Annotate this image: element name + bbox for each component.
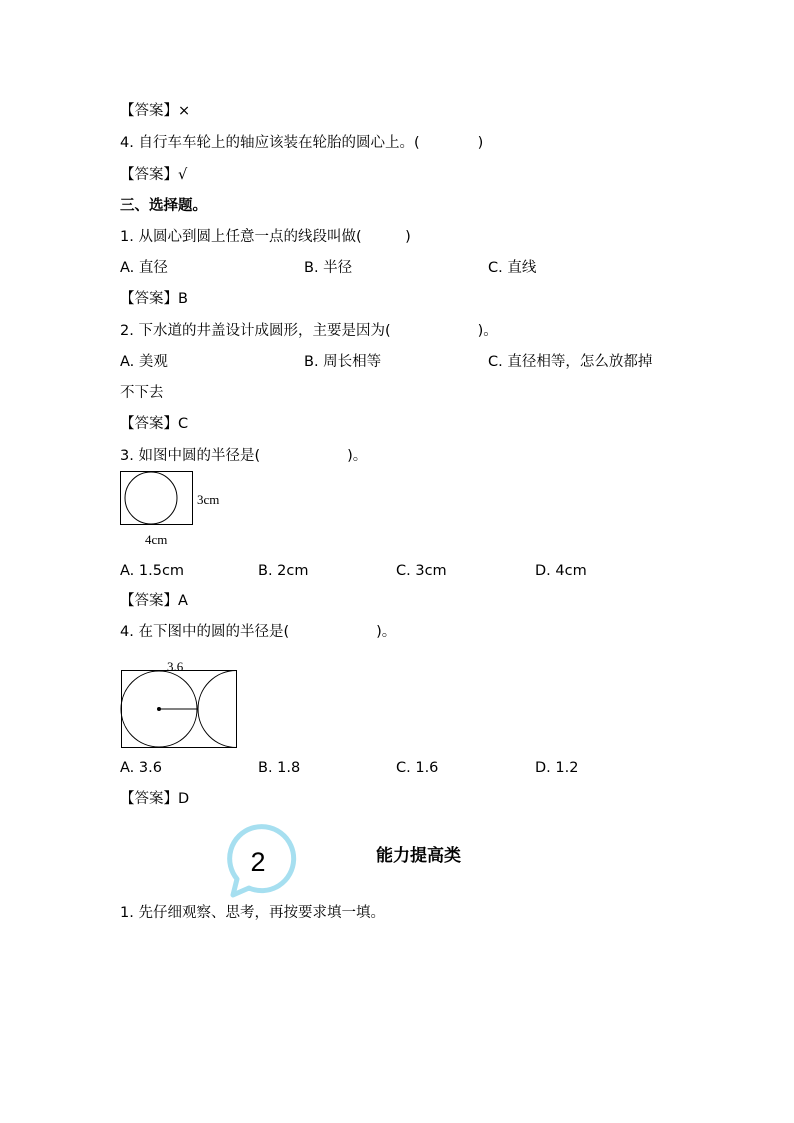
figure1-height-label: 3cm (197, 492, 220, 507)
mc2-option-c-continued: 不下去 (120, 385, 164, 401)
figure2-right-arc (198, 671, 236, 748)
figure-rect-two-circles (121, 670, 239, 750)
mc1-option-a: A. 直径 (120, 260, 168, 276)
section-heading-choice: 三、选择题。 (120, 198, 207, 214)
judge-answer-4: 【答案】√ (120, 167, 188, 183)
answer-prev: 【答案】× (120, 103, 191, 119)
mc1-option-c: C. 直线 (488, 260, 537, 276)
figure1-circle (125, 472, 177, 524)
mc4-option-c: C. 1.6 (396, 760, 439, 776)
figure2-center-dot (157, 707, 161, 711)
mc2-option-b: B. 周长相等 (304, 354, 382, 370)
mc2-answer: 【答案】C (120, 416, 189, 432)
mc-question-2: 2. 下水道的井盖设计成圆形，主要是因为( )。 (120, 323, 498, 339)
mc4-option-d: D. 1.2 (535, 760, 579, 776)
mc-question-1: 1. 从圆心到圆上任意一点的线段叫做( ) (120, 229, 411, 245)
mc1-option-b: B. 半径 (304, 260, 353, 276)
mc3-option-b: B. 2cm (258, 563, 309, 579)
mc4-answer: 【答案】D (120, 791, 190, 807)
mc-question-3: 3. 如图中圆的半径是( )。 (120, 448, 368, 464)
mc4-option-a: A. 3.6 (120, 760, 162, 776)
mc3-option-c: C. 3cm (396, 563, 447, 579)
figure1-rectangle (121, 472, 193, 525)
figure1-width-label: 4cm (145, 532, 168, 547)
mc1-answer: 【答案】B (120, 291, 188, 307)
mc4-option-b: B. 1.8 (258, 760, 301, 776)
mc2-option-a: A. 美观 (120, 354, 168, 370)
mc3-option-a: A. 1.5cm (120, 563, 185, 579)
judge-question-4: 4. 自行车车轮上的轴应该装在轮胎的圆心上。( ) (120, 135, 484, 151)
section-title-ability: 能力提高类 (376, 846, 461, 866)
mc3-answer: 【答案】A (120, 593, 188, 609)
mc2-option-c: C. 直径相等，怎么放都掉 (488, 354, 653, 370)
mc3-option-d: D. 4cm (535, 563, 587, 579)
speech-bubble-badge-icon (223, 826, 295, 898)
part2-question-1: 1. 先仔细观察、思考，再按要求填一填。 (120, 905, 385, 921)
figure2-top-label: 3.6 (167, 659, 184, 674)
badge-number: 2 (250, 847, 266, 877)
mc-question-4: 4. 在下图中的圆的半径是( )。 (120, 624, 397, 640)
figure-rect-circle (120, 471, 194, 527)
